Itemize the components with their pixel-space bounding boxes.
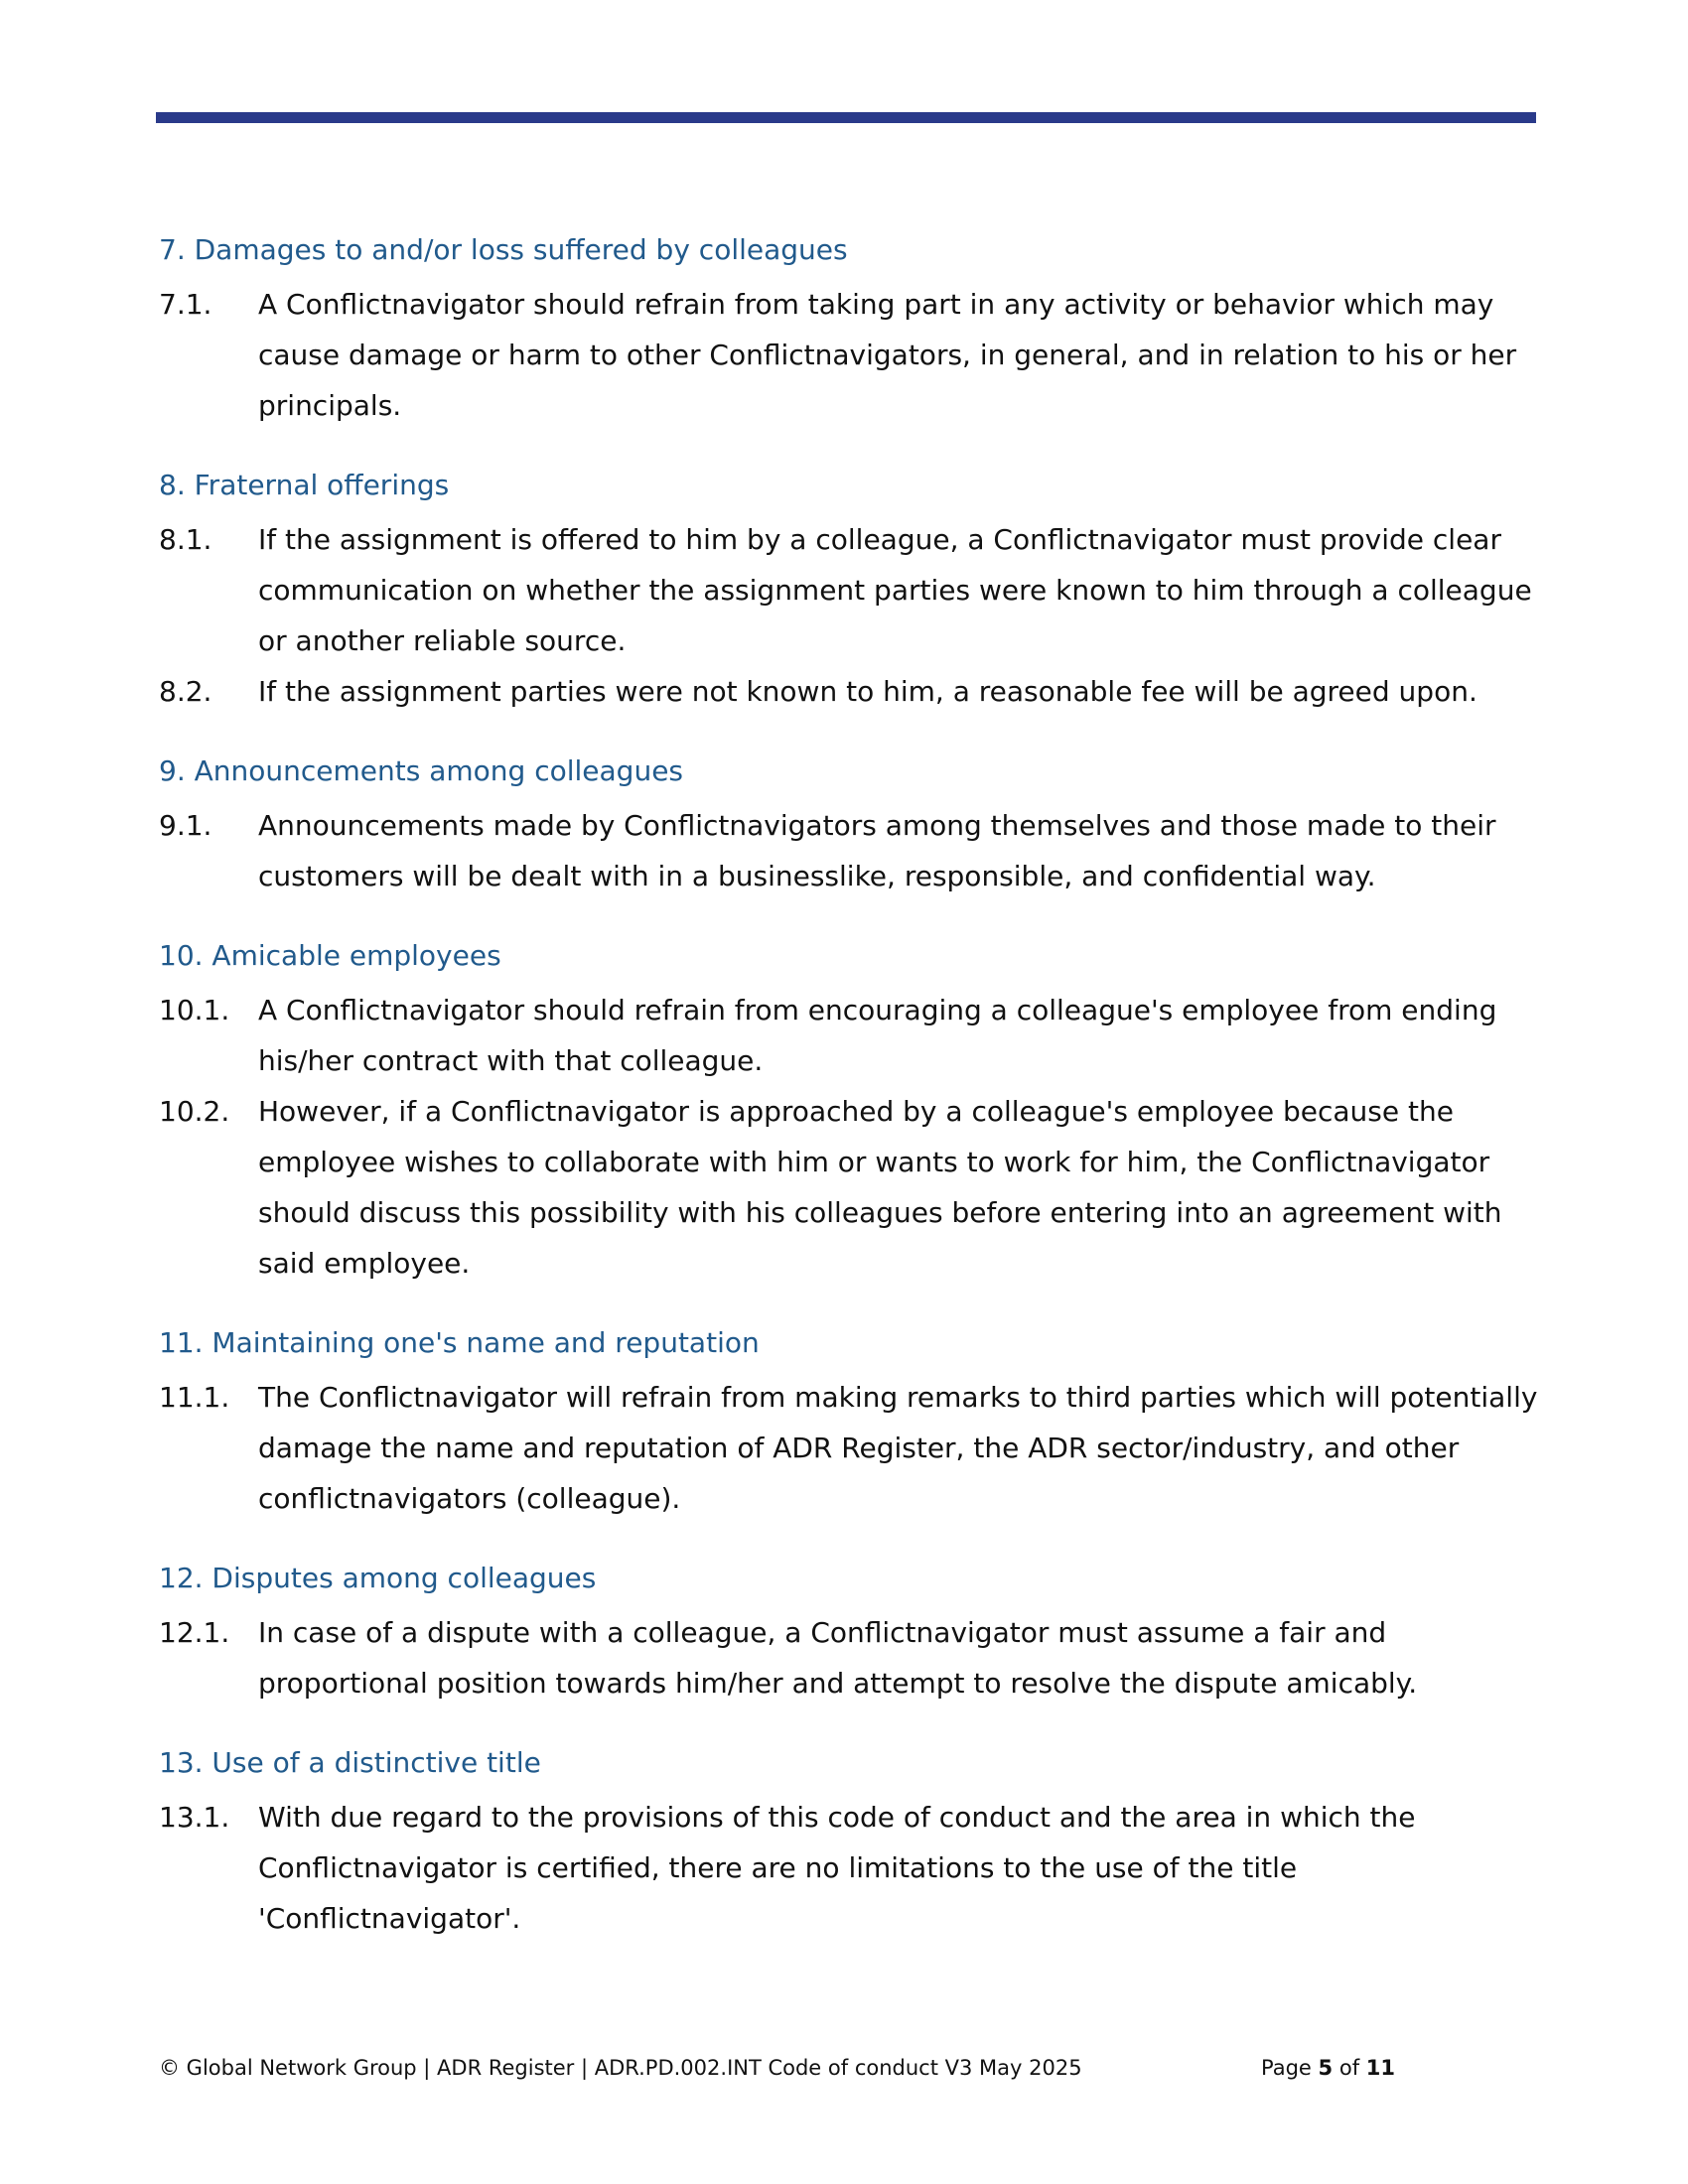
section-heading: 13. Use of a distinctive title (159, 1746, 541, 1779)
page-current: 5 (1318, 2056, 1334, 2080)
clause-text: The Conflictnavigator will refrain from making remarks to third parties which will potentially damage the name and reputation of ADR Register, the ADR sector/industry, and other conflictnavigators (colleague). (258, 1381, 1538, 1515)
clause (159, 514, 1539, 666)
clause (159, 1086, 1539, 1289)
section-12 (159, 1557, 1539, 1708)
clause-text: However, if a Conflictnavigator is approached by a colleague's employee because the employee wishes to collaborate with him or wants to work for him, the Conflictnavigator should discuss this possibility with his colleagues before entering into an agreement with said employee. (258, 1095, 1502, 1280)
clause-number: 10.2. (159, 1095, 230, 1128)
section-13 (159, 1741, 1539, 1944)
clause-text: If the assignment parties were not known to him, a reasonable fee will be agreed upon. (258, 675, 1477, 708)
clause-number: 8.1. (159, 523, 212, 556)
document-body (159, 228, 1539, 1977)
section-heading: 11. Maintaining one's name and reputation (159, 1326, 760, 1359)
clause-text: A Conflictnavigator should refrain from encouraging a colleague's employee from ending his/her contract with that colleague. (258, 994, 1497, 1077)
clause (159, 800, 1539, 901)
clause (159, 1792, 1539, 1944)
clause-number: 9.1. (159, 809, 212, 842)
section-11 (159, 1321, 1539, 1524)
clause (159, 1607, 1539, 1708)
section-heading: 10. Amicable employees (159, 939, 501, 972)
clause (159, 666, 1539, 717)
page-number (1261, 2053, 1395, 2083)
section-heading: 9. Announcements among colleagues (159, 754, 684, 787)
clause-number: 12.1. (159, 1616, 230, 1649)
section-7 (159, 228, 1539, 431)
clause-number: 11.1. (159, 1381, 230, 1414)
footer-copyright: © Global Network Group | ADR Register | ADR.PD.002.INT Code of conduct V3 May 2025 (159, 2056, 1082, 2080)
clause-number: 8.2. (159, 675, 212, 708)
section-heading: 7. Damages to and/or loss suffered by colleagues (159, 233, 848, 266)
section-8 (159, 464, 1539, 717)
section-9 (159, 750, 1539, 901)
clause (159, 279, 1539, 431)
page-total: 11 (1365, 2056, 1396, 2080)
page-label: Page (1261, 2056, 1312, 2080)
clause-text: In case of a dispute with a colleague, a Conflictnavigator must assume a fair and proportional position towards him/her and attempt to resolve the dispute amicably. (258, 1616, 1418, 1700)
clause (159, 985, 1539, 1086)
clause-text: Announcements made by Conflictnavigators among themselves and those made to their customers will be dealt with in a businesslike, responsible, and confidential way. (258, 809, 1496, 892)
clause-number: 7.1. (159, 288, 212, 321)
section-heading: 8. Fraternal offerings (159, 469, 450, 501)
clause-number: 13.1. (159, 1801, 230, 1834)
header-rule (156, 112, 1536, 123)
section-10 (159, 934, 1539, 1289)
clause-text: A Conflictnavigator should refrain from taking part in any activity or behavior which may cause damage or harm to other Conflictnavigators, in general, and in relation to his or her principals. (258, 288, 1517, 422)
page-of: of (1338, 2056, 1360, 2080)
clause-text: With due regard to the provisions of this code of conduct and the area in which the Conflictnavigator is certified, there are no limitations to the use of the title 'Conflictnavigator'. (258, 1801, 1416, 1935)
clause (159, 1372, 1539, 1524)
clause-number: 10.1. (159, 994, 230, 1026)
clause-text: If the assignment is offered to him by a colleague, a Conflictnavigator must provide clear communication on whether the assignment parties were known to him through a colleague or another reliable source. (258, 523, 1532, 657)
section-heading: 12. Disputes among colleagues (159, 1562, 597, 1594)
